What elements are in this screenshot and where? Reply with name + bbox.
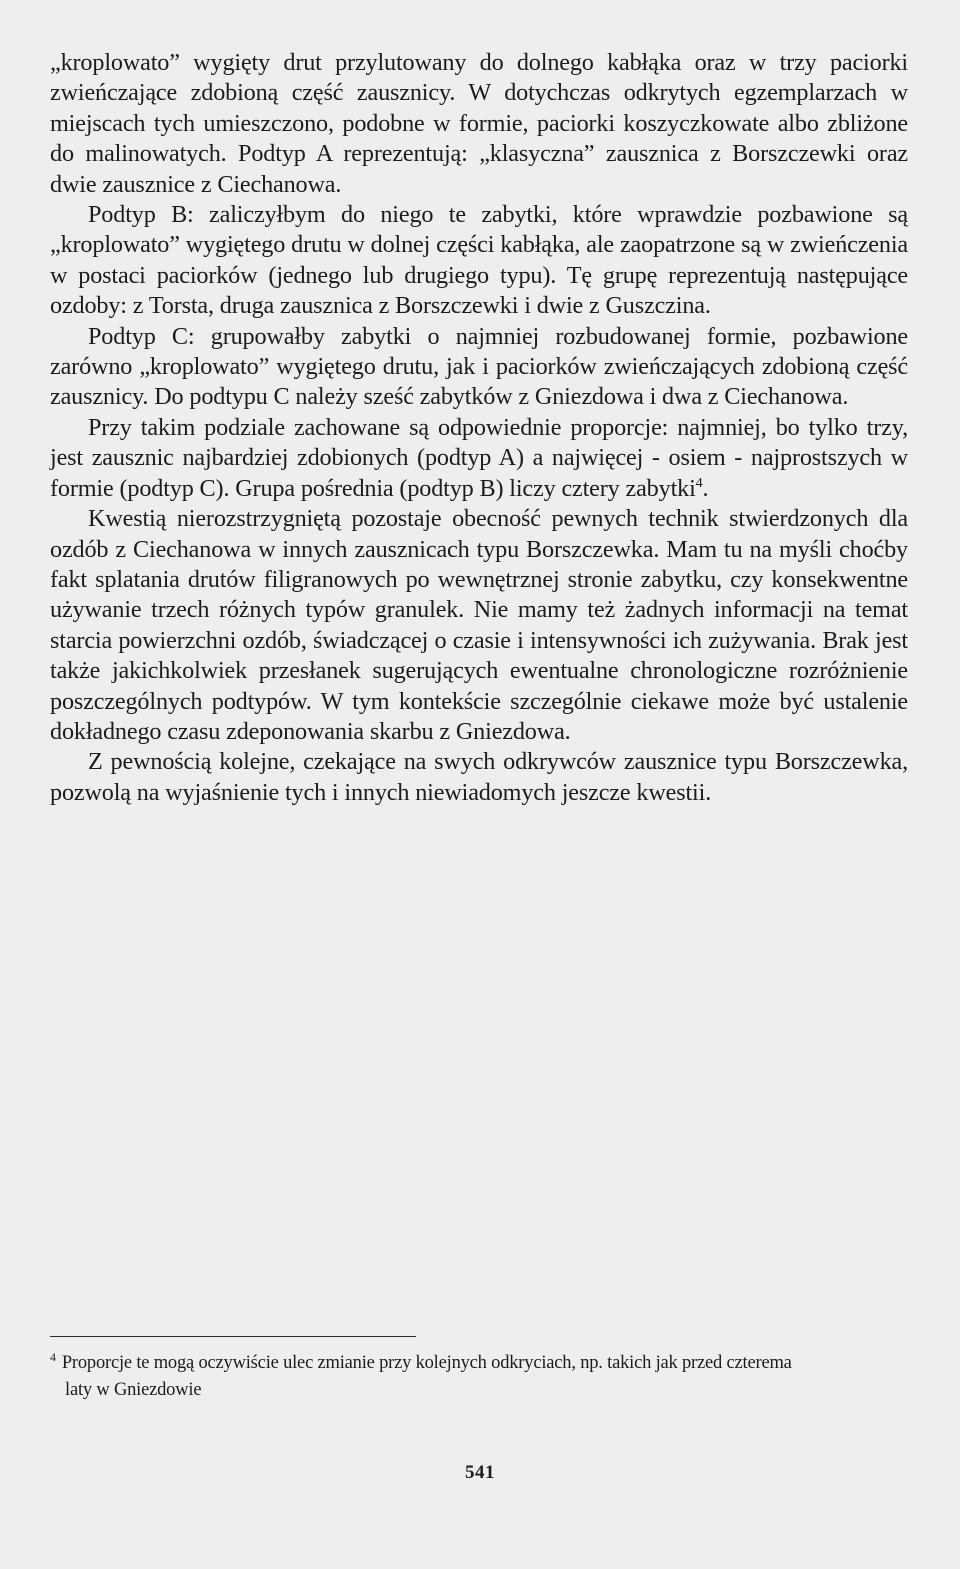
paragraph-3: Podtyp C: grupowałby zabytki o najmniej rozbudowanej formie, pozbawione zarówno „kroplowato” wygiętego drutu, jak i paciorków zwieńczających zdobioną część zausznicy. Do podtypu C należy sześć zabytków z Gniezdowa i dwa z Ciechanowa.: [50, 322, 908, 411]
footnote: [50, 1350, 908, 1404]
paragraph-5: Kwestią nierozstrzygniętą pozostaje obecność pewnych technik stwierdzonych dla ozdób z Ciechanowa w innych zausznicach typu Borszczewka. Mam tu na myśli choćby fakt splatania drutów filigranowych po wewnętrznej stronie zabytku, czy konsekwentne używanie trzech różnych typów granulek. Nie mamy też żadnych informacji na temat starcia powierzchni ozdób, świadczącej o czasie i intensywności ich zużywania. Brak jest także jakichkolwiek przesłanek sugerujących ewentualne chronologiczne rozróżnienie poszczególnych podtypów. W tym kontekście szczególnie ciekawe może być ustalenie dokładnego czasu zdeponowania skarbu z Gniezdowa.: [50, 505, 908, 745]
footnote-number: 4: [50, 1349, 56, 1364]
footnote-divider: [50, 1336, 416, 1337]
body-text: [50, 48, 908, 808]
footnote-line-1: Proporcje te mogą oczywiście ulec zmianie przy kolejnych odkryciach, np. takich jak przed czterema: [61, 1353, 792, 1373]
page-number: 541: [465, 1462, 495, 1483]
paragraph-4: [50, 413, 908, 504]
footnote-reference[interactable]: 4: [695, 475, 703, 491]
paragraph-4-end: .: [702, 474, 709, 502]
paragraph-2: Podtyp B: zaliczyłbym do niego te zabytki, które wprawdzie pozbawione są „kroplowato” wygiętego drutu w dolnej części kabłąka, ale zaopatrzone są w zwieńczenia w postaci paciorków (jednego lub drugiego typu). Tę grupę reprezentują następujące ozdoby: z Torsta, druga zausznica z Borszczewki i dwie z Guszczina.: [50, 201, 908, 320]
paragraph-4-text: Przy takim podziale zachowane są odpowiednie proporcje: najmniej, bo tylko trzy, jest zausznic najbardziej zdobionych (podtyp A) a najwięcej - osiem - najprostszych w formie (podtyp C). Grupa pośrednia (podtyp B) liczy cztery zabytki: [50, 413, 908, 502]
paragraph-1: „kroplowato” wygięty drut przylutowany do dolnego kabłąka oraz w trzy paciorki zwieńczające zdobioną część zausznicy. W dotychczas odkrytych egzemplarzach w miejscach tych umieszczono, podobne w formie, paciorki koszyczkowate albo zbliżone do malinowatych. Podtyp A reprezentują: „klasyczna” zausznica z Borszczewki oraz dwie zausznice z Ciechanowa.: [50, 49, 908, 198]
footnote-line-2: laty w Gniezdowie: [65, 1380, 202, 1400]
paragraph-6: Z pewnością kolejne, czekające na swych odkrywców zausznice typu Borszczewka, pozwolą na wyjaśnienie tych i innych niewiadomych jeszcze kwestii.: [50, 748, 908, 806]
